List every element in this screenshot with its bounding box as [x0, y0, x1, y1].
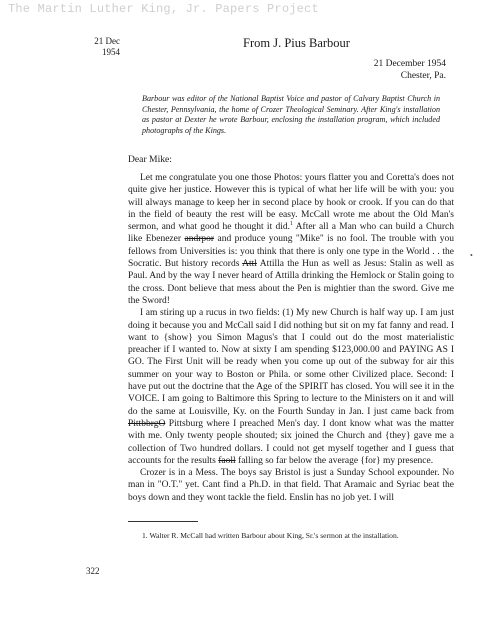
- dateline-place: Chester, Pa.: [400, 71, 446, 81]
- watermark: The Martin Luther King, Jr. Papers Project: [8, 2, 319, 16]
- text-segment: Crozer is in a Mess. The boys say Bristol is just a Sunday School expounder. No man in "O.T." yet. Cant find a Ph.D. in that field. That Aramaic and Syriac beat the boys down and they wont tackle the field. Enslin has no job yet. I will: [128, 468, 454, 503]
- text-segment: Pittsburg where I preached Men's day. I dont know what was the matter with me. Only twenty people shouted; six joined the Church and {they} gave me a collection of Two hundred dollars. I could not get myself together and I guess that accounts for the results: [128, 418, 454, 466]
- dateline-date: 21 December 1954: [373, 59, 446, 69]
- margin-date-day: 21 Dec: [94, 36, 120, 46]
- struck-text: Attl: [242, 259, 257, 270]
- letter-paragraph-1: [128, 172, 454, 307]
- text-segment: Attilla the Hun as well as Jesus: Stalin as well as Paul. And by the way I never heard of Attilla drinking the Hemlock or Stalin going to the cross. Dont believe that mess about the Pen is mightier than the sword. Give me the Sword!: [128, 259, 454, 306]
- letter-paragraph-2: [128, 307, 454, 467]
- text-segment: After all a Man who can build a Church like Ebenezer: [128, 222, 454, 245]
- text-segment: I am stiring up a rucus in two fields: (1) My new Church is half way up. I am just doing it because you and McCall said I did nothing but sit on my fat fanny and read. I want to {show} you Simon Magus's that I could out do the most materialistic preacher if I wanted to. Now at sixty I am spending $123,000.00 and PAYING AS I GO. The First Unit will be ready when you come up out of the subway for air this summer on your way to Boston or Phila. or some other Civilized place. Second: I have put out the doctrine that the Age of the SPIRIT has closed. You will see it in the VOICE. I am going to Baltimore this Spring to lecture to the Ministers on it and will do the same at Louisville, Ky. on the Fourth Sunday in Jan. I just came back from: [128, 308, 454, 417]
- footnote-reference[interactable]: 1: [289, 221, 293, 228]
- struck-text: faoll: [218, 455, 236, 466]
- page-number: 322: [86, 566, 100, 576]
- document-title: From J. Pius Barbour: [243, 36, 350, 50]
- letter-body: [128, 172, 454, 504]
- margin-date-year: 1954: [102, 47, 120, 57]
- letter-paragraph-3: [128, 467, 454, 504]
- footnote: 1. Walter R. McCall had written Barbour about King, Sr.'s sermon at the installation.: [142, 531, 399, 540]
- text-segment: Let me congratulate you one those Photos: yours flatter you and Coretta's does not quite give her justice. However this is typical of what her life will be with you: you will always manage to keep her in second place by hook or crook. If you can do that in the field of beauty the rest will be easy. McCall wrote me about the Old Man's sermon, and what good he thought it did.: [128, 173, 454, 233]
- struck-text: PittbbrgO: [128, 418, 166, 429]
- salutation: Dear Mike:: [128, 154, 172, 165]
- dateline: [374, 58, 446, 82]
- editorial-headnote: Barbour was editor of the National Baptist Voice and pastor of Calvary Baptist Church in Chester, Pennsylvania, the home of Crozer Theological Seminary. After King's installation as pastor at Dexter he wrote Barbour, enclosing the installation program, which included photographs of the Kings.: [142, 94, 440, 135]
- text-segment: falling so far below the average {for} my presence.: [235, 455, 434, 466]
- margin-date: [86, 36, 120, 58]
- struck-text: andrpor: [184, 234, 215, 245]
- text-segment: and produce young "Mike" is no fool. The trouble with you fellows from Universities is: you think that there is only one type in the World . . the Socratic. But history records: [128, 234, 454, 270]
- footnote-divider: [128, 521, 198, 522]
- margin-mark: •: [470, 251, 473, 260]
